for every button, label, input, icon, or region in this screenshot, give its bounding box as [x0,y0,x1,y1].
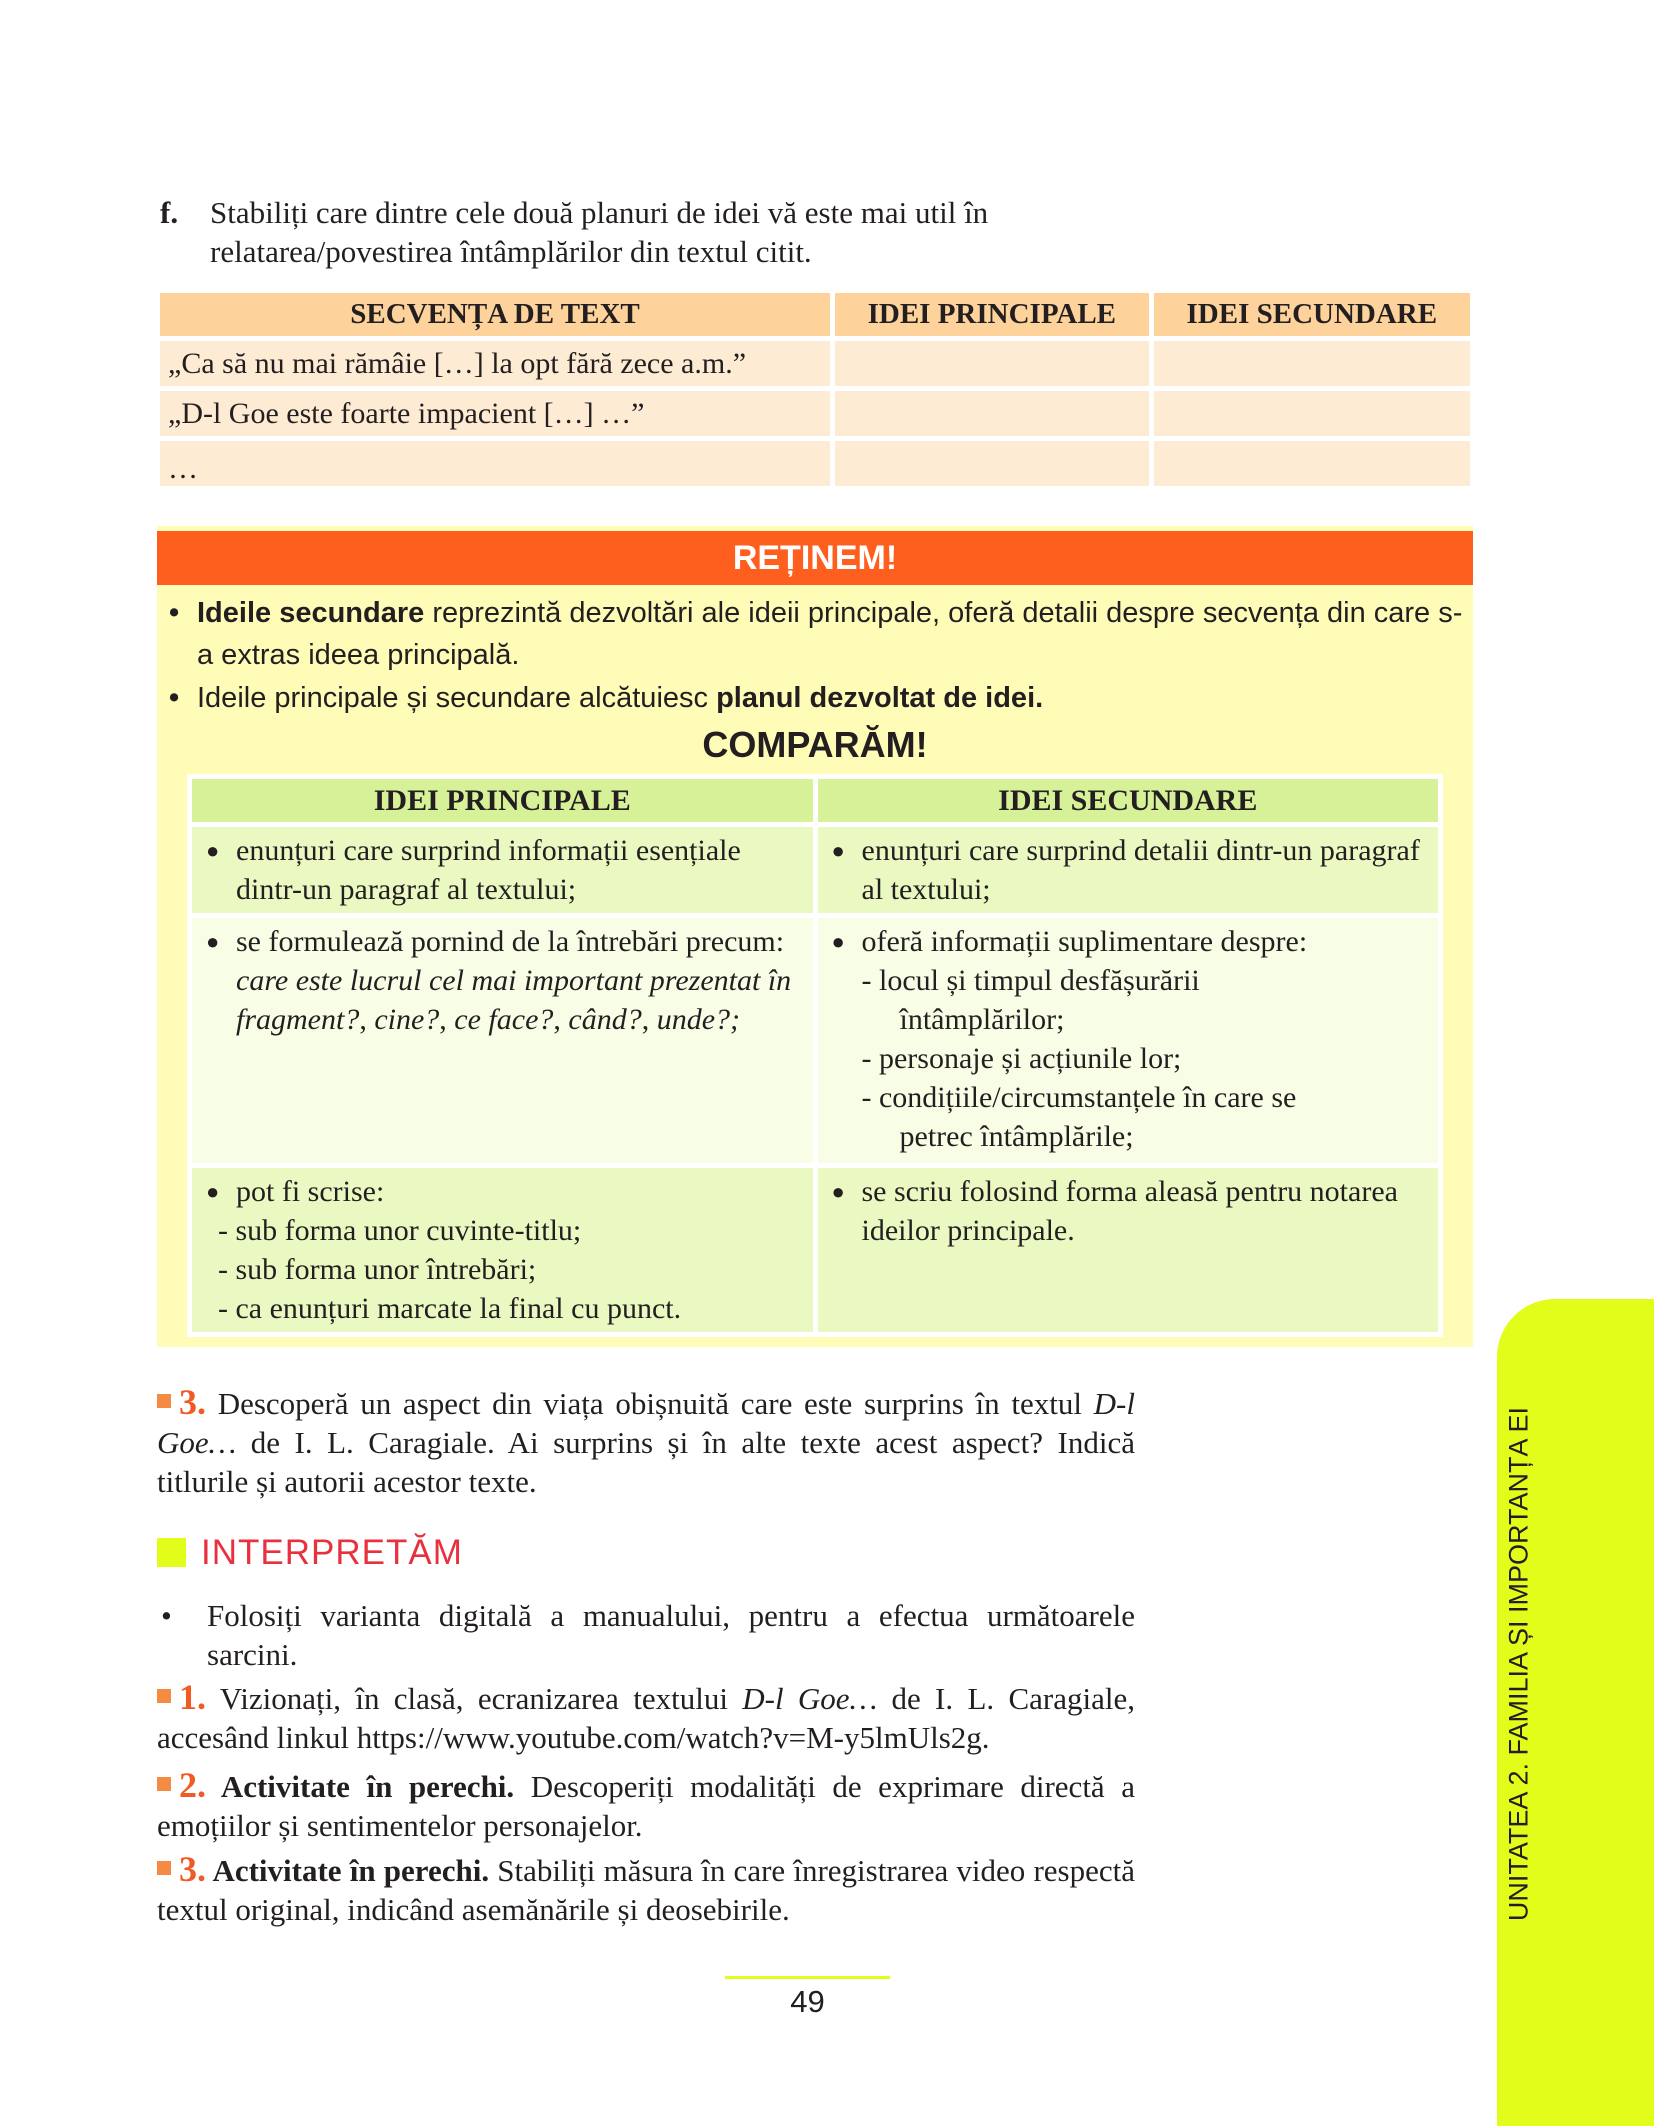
cell: „Ca să nu mai rămâie […] la opt fără zece a.m.” [160,341,830,386]
sub-item: - sub forma unor întrebări; [218,1253,537,1286]
square-bullet-icon [157,1394,171,1408]
table-row [160,391,1470,436]
header-idei-principale: IDEI PRINCIPALE [835,293,1149,336]
sequence-table [155,288,1475,491]
cell [1154,441,1470,486]
text: Stabiliți măsura în care înregistrarea video respectă textul original, indicând asemănările și deosebirile. [157,1853,1135,1927]
list-item: ● oferă informații suplimentare despre: [832,922,1429,961]
comparam-heading: COMPARĂM! [702,724,928,765]
cell [818,827,1439,913]
task-label: f. [160,195,179,230]
text: reprezintă dezvoltări ale ideii principale, oferă detalii despre secvența din care s-a extras ideea principală. [197,597,1463,671]
compare-table [187,774,1443,1337]
retinem-title: REȚINEM! [157,531,1473,585]
sub-item: întâmplărilor; [899,1003,1065,1036]
bold-term: Ideile secundare [197,597,425,629]
list-item: ● pot fi scrise: [206,1172,803,1211]
header-secventa: SECVENȚA DE TEXT [160,293,830,336]
retinem-box [157,526,1473,1347]
interpretam-heading [157,1533,463,1573]
list-item: ● se formulează pornind de la întrebări precum: care este lucrul cel mai important prezentat în fragment?, cine?, ce face?, când?, unde?; [206,922,803,1039]
cell [192,827,813,913]
list-item: ● enunțuri care surprind detalii dintr-un paragraf al textului; [832,831,1429,909]
title: D-l Goe… [742,1681,878,1716]
square-bullet-icon [157,1689,171,1703]
page-number: 49 [790,1984,825,2019]
table-row [160,441,1470,486]
header-idei-secundare: IDEI SECUNDARE [1154,293,1470,336]
cell [192,918,813,1163]
item-number: 2. [179,1765,206,1805]
list-item: ● enunțuri care surprind informații esențiale dintr-un paragraf al textului; [206,831,803,909]
bold-term: planul dezvoltat de idei. [716,682,1044,714]
cell [835,441,1149,486]
item-number: 3. [179,1849,206,1889]
list-item: ● se scriu folosind forma aleasă pentru notarea ideilor principale. [832,1172,1429,1250]
cell [835,341,1149,386]
interpretam-item-2 [157,1766,1135,1845]
text: Vizionați, în clasă, ecranizarea textului [206,1681,743,1716]
sub-item: - ca enunțuri marcate la final cu punct. [218,1292,682,1325]
task-text: Stabiliți care dintre cele două planuri de idei vă este mai util în relatarea/povestirea întâmplărilor din textul citit. [210,195,989,269]
square-icon [157,1538,186,1567]
sub-item: petrec întâmplările; [899,1120,1134,1153]
interpretam-bullet: • Folosiți varianta digitală a manualului, pentru a efectua următoarele sarcini. [161,1598,1135,1672]
retinem-bullet-2 [167,677,1467,719]
sub-item: - sub forma unor cuvinte-titlu; [218,1214,582,1247]
interpretam-item-3 [157,1850,1135,1929]
text: de I. L. Caragiale. Ai surprins și în alte texte acest aspect? Indică titlurile și autorii acestor texte. [157,1425,1135,1499]
cell [192,1168,813,1332]
cell [818,1168,1439,1332]
unit-title: UNITATEA 2. FAMILIA ȘI IMPORTANȚA EI [1503,1406,1534,1922]
exercise-3 [157,1383,1135,1501]
cell [835,391,1149,436]
bold-label: Activitate în perechi. [206,1853,490,1888]
cell: … [160,441,830,486]
text: Descoperiți modalități de exprimare directă a emoțiilor și sentimentelor personajelor. [157,1769,1135,1843]
title: D-l Goe… [157,1386,1135,1460]
heading-text: INTERPRETĂM [201,1533,463,1572]
bold-label: Activitate în perechi. [206,1769,515,1804]
table-row [192,918,1438,1163]
header-idei-secundare: IDEI SECUNDARE [818,779,1439,822]
sub-item: - personaje și acțiunile lor; [861,1042,1182,1075]
cell [1154,341,1470,386]
table-row [192,1168,1438,1332]
header-idei-principale: IDEI PRINCIPALE [192,779,813,822]
item-number: 1. [179,1677,206,1717]
sub-item: - condițiile/circumstanțele în care se [861,1081,1297,1114]
page-number-divider [725,1976,890,1979]
square-bullet-icon [157,1861,171,1875]
interpretam-item-1 [157,1678,1135,1757]
retinem-bullet-1 [167,592,1467,676]
table-row [192,827,1438,913]
text: Ideile principale și secundare alcătuiesc [197,682,717,714]
table-row [160,341,1470,386]
sub-item: - locul și timpul desfășurării [861,964,1200,997]
task-f [160,193,1150,271]
square-bullet-icon [157,1777,171,1791]
text: Folosiți varianta digitală a manualului, pentru a efectua următoarele sarcini. [207,1598,1135,1672]
cell [818,918,1439,1163]
text: Descoperă un aspect din viața obișnuită care este surprins în textul [206,1386,1094,1421]
exercise-number: 3. [179,1382,206,1422]
cell [1154,391,1470,436]
text: de I. L. Caragiale, accesând linkul https://www.youtube.com/watch?v=M-y5lmUls2g. [157,1681,1135,1755]
cell: „D-l Goe este foarte impacient […] …” [160,391,830,436]
